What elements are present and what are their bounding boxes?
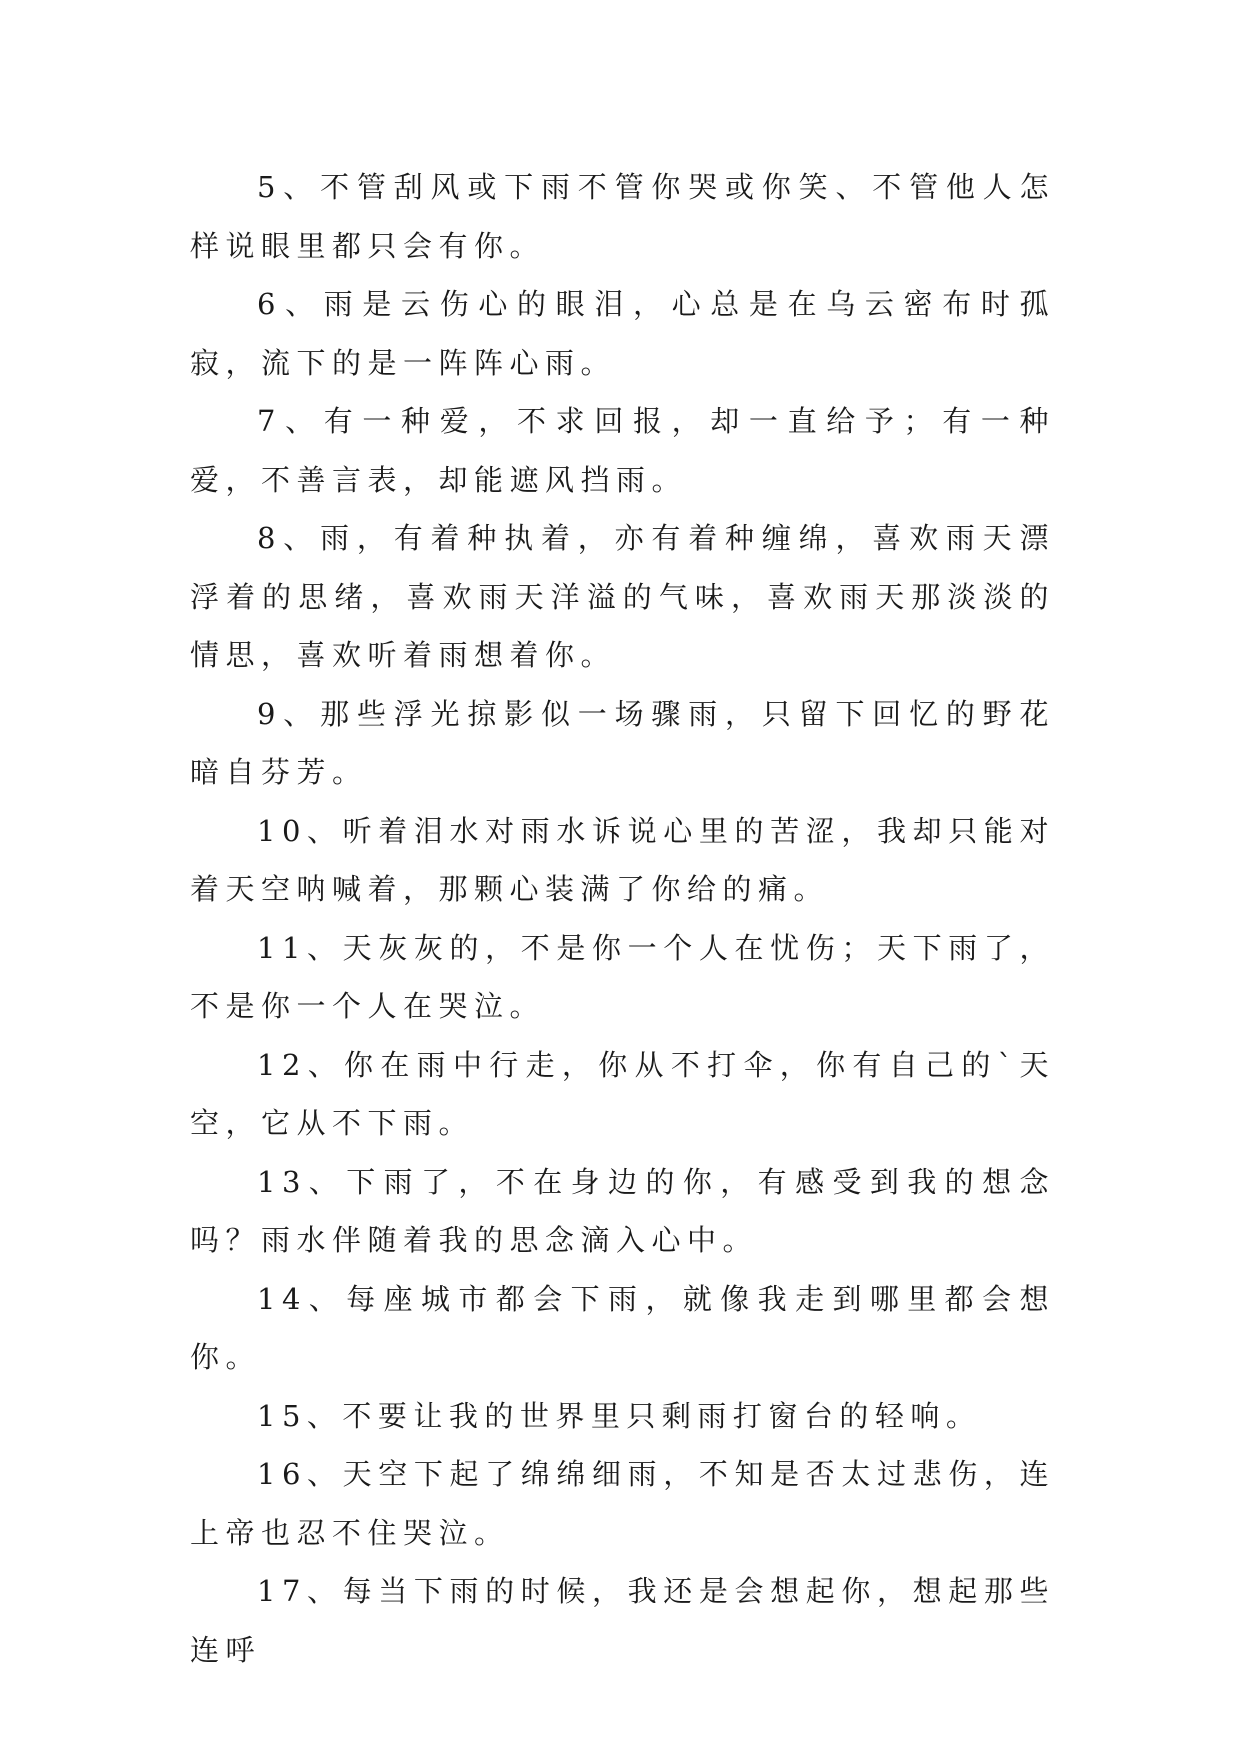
- paragraph-13: 13、下雨了，不在身边的你，有感受到我的想念吗？雨水伴随着我的思念滴入心中。: [190, 1164, 1055, 1257]
- paragraph-8: 8、雨，有着种执着，亦有着种缠绵，喜欢雨天漂浮着的思绪，喜欢雨天洋溢的气味，喜欢雨天那淡淡的情思，喜欢听着雨想着你。: [190, 521, 1055, 672]
- paragraph-15: 15、不要让我的世界里只剩雨打窗台的轻响。: [257, 1398, 982, 1433]
- paragraph-14: 14、每座城市都会下雨，就像我走到哪里都会想你。: [190, 1281, 1055, 1374]
- document-body: [190, 158, 1055, 1679]
- paragraph-16: 16、天空下起了绵绵细雨，不知是否太过悲伤，连上帝也忍不住哭泣。: [190, 1457, 1055, 1550]
- paragraph-11: 11、天灰灰的，不是你一个人在忧伤；天下雨了，不是你一个人在哭泣。: [190, 930, 1055, 1023]
- paragraph-10: 10、听着泪水对雨水诉说心里的苦涩，我却只能对着天空呐喊着，那颗心装满了你给的痛。: [190, 813, 1055, 906]
- paragraph-6: 6、雨是云伤心的眼泪，心总是在乌云密布时孤寂，流下的是一阵阵心雨。: [190, 287, 1055, 380]
- paragraph-5: 5、不管刮风或下雨不管你哭或你笑、不管他人怎样说眼里都只会有你。: [190, 170, 1055, 263]
- paragraph-12: 12、你在雨中行走，你从不打伞，你有自己的`天空，它从不下雨。: [190, 1047, 1055, 1140]
- paragraph-9: 9、那些浮光掠影似一场骤雨，只留下回忆的野花暗自芬芳。: [190, 696, 1055, 789]
- paragraph-7: 7、有一种爱，不求回报，却一直给予；有一种爱，不善言表，却能遮风挡雨。: [190, 404, 1055, 497]
- paragraph-17: 17、每当下雨的时候，我还是会想起你，想起那些连呼: [190, 1574, 1055, 1667]
